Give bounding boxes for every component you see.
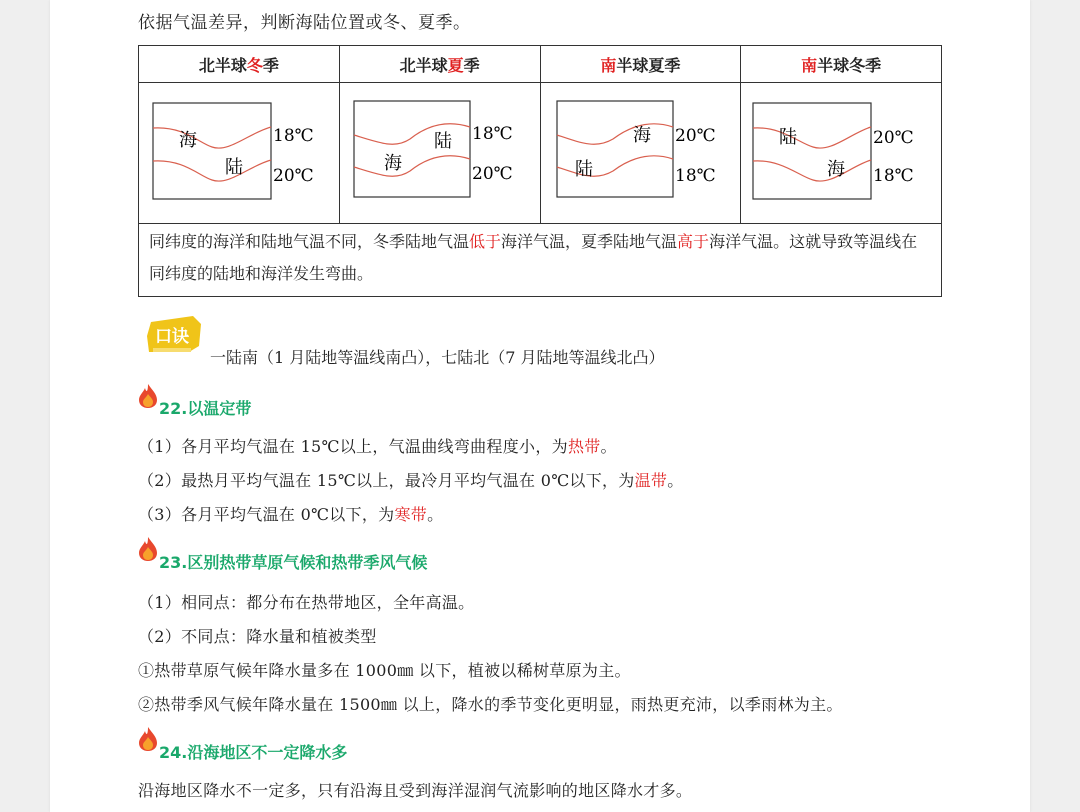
flame-icon: [138, 726, 158, 752]
flame-icon: [138, 383, 158, 409]
diagram-nh-winter: [139, 83, 340, 224]
flame-icon: [138, 536, 158, 562]
section-22-line-2: （2）最热月平均气温在 15℃以上，最冷月平均气温在 0℃以下，为温带。: [138, 471, 684, 490]
isotherm-diagram: [340, 83, 540, 223]
koujue-text: 一陆南（1 月陆地等温线南凸），七陆北（7 月陆地等温线北凸）: [210, 348, 665, 367]
diagram-sh-winter: [741, 83, 942, 224]
intro-text: 依据气温差异，判断海陆位置或冬、夏季。: [138, 13, 471, 33]
temp-label-2: 20℃: [273, 166, 314, 186]
section-23-line-1: （1）相同点：都分布在热带地区，全年高温。: [138, 593, 475, 612]
isotherm-line: [153, 127, 271, 148]
diagram-frame: [354, 101, 470, 197]
table-note: 同纬度的海洋和陆地气温不同，冬季陆地气温低于海洋气温，夏季陆地气温高于海洋气温。这就导致等温线在同纬度的陆地和海洋发生弯曲。: [139, 224, 942, 297]
koujue-badge: [143, 312, 207, 358]
koujue-badge-label: 口诀: [155, 327, 189, 347]
diagram-sh-summer: [540, 83, 741, 224]
diagram-frame: [557, 101, 673, 197]
section-title-24: 24.沿海地区不一定降水多: [159, 743, 348, 762]
temperature-comparison-table: [138, 45, 942, 297]
section-24-line-1: 沿海地区降水不一定多，只有沿海且受到海洋湿润气流影响的地区降水才多。: [138, 781, 693, 800]
label-top: 海: [179, 130, 197, 151]
isotherm-diagram: [139, 83, 339, 223]
section-23-line-2: （2）不同点：降水量和植被类型: [138, 627, 377, 646]
temp-label-1: 18℃: [471, 124, 513, 144]
document-page: [50, 0, 1030, 812]
header-nh-winter: 北半球冬季: [139, 46, 340, 83]
section-title-23: 23.区别热带草原气候和热带季风气候: [159, 553, 428, 572]
table-header-row: [139, 46, 942, 83]
temp-label-2: 18℃: [674, 166, 716, 186]
diagram-frame: [153, 103, 271, 199]
label-top: 陆: [433, 131, 452, 152]
label-top: 海: [632, 125, 651, 146]
label-bottom: 陆: [574, 159, 593, 180]
diagram-nh-summer: [339, 83, 540, 224]
section-22-line-3: （3）各月平均气温在 0℃以下，为寒带。: [138, 505, 444, 524]
header-sh-winter: 南半球冬季: [741, 46, 942, 83]
isotherm-line: [153, 160, 271, 181]
section-title-22: 22.以温定带: [159, 399, 252, 418]
isotherm-line: [753, 127, 871, 148]
isotherm-diagram: [741, 83, 941, 223]
header-nh-summer: 北半球夏季: [339, 46, 540, 83]
label-top: 陆: [779, 127, 798, 148]
isotherm-diagram: [541, 83, 741, 223]
section-23-line-4: ②热带季风气候年降水量在 1500㎜ 以上，降水的季节变化更明显，雨热更充沛，以季雨林为主。: [138, 695, 843, 714]
label-bottom: 陆: [225, 157, 243, 178]
section-22-line-1: （1）各月平均气温在 15℃以上，气温曲线弯曲程度小，为热带。: [138, 437, 617, 456]
section-23-line-3: ①热带草原气候年降水量多在 1000㎜ 以下，植被以稀树草原为主。: [138, 661, 631, 680]
temp-label-1: 18℃: [273, 126, 314, 146]
temp-label-1: 20℃: [873, 128, 914, 148]
temp-label-1: 20℃: [674, 126, 716, 146]
temp-label-2: 20℃: [471, 164, 513, 184]
header-sh-summer: 南半球夏季: [540, 46, 741, 83]
table-diagram-row: [139, 83, 942, 224]
temp-label-2: 18℃: [873, 166, 914, 186]
isotherm-line: [753, 160, 871, 181]
label-bottom: 海: [383, 153, 402, 174]
diagram-frame: [753, 103, 871, 199]
isotherm-line: [354, 124, 470, 144]
isotherm-line: [354, 156, 470, 176]
isotherm-line: [557, 124, 673, 144]
table-note-row: [139, 224, 942, 297]
label-bottom: 海: [827, 159, 846, 180]
koujue-badge-icon: [143, 312, 207, 358]
